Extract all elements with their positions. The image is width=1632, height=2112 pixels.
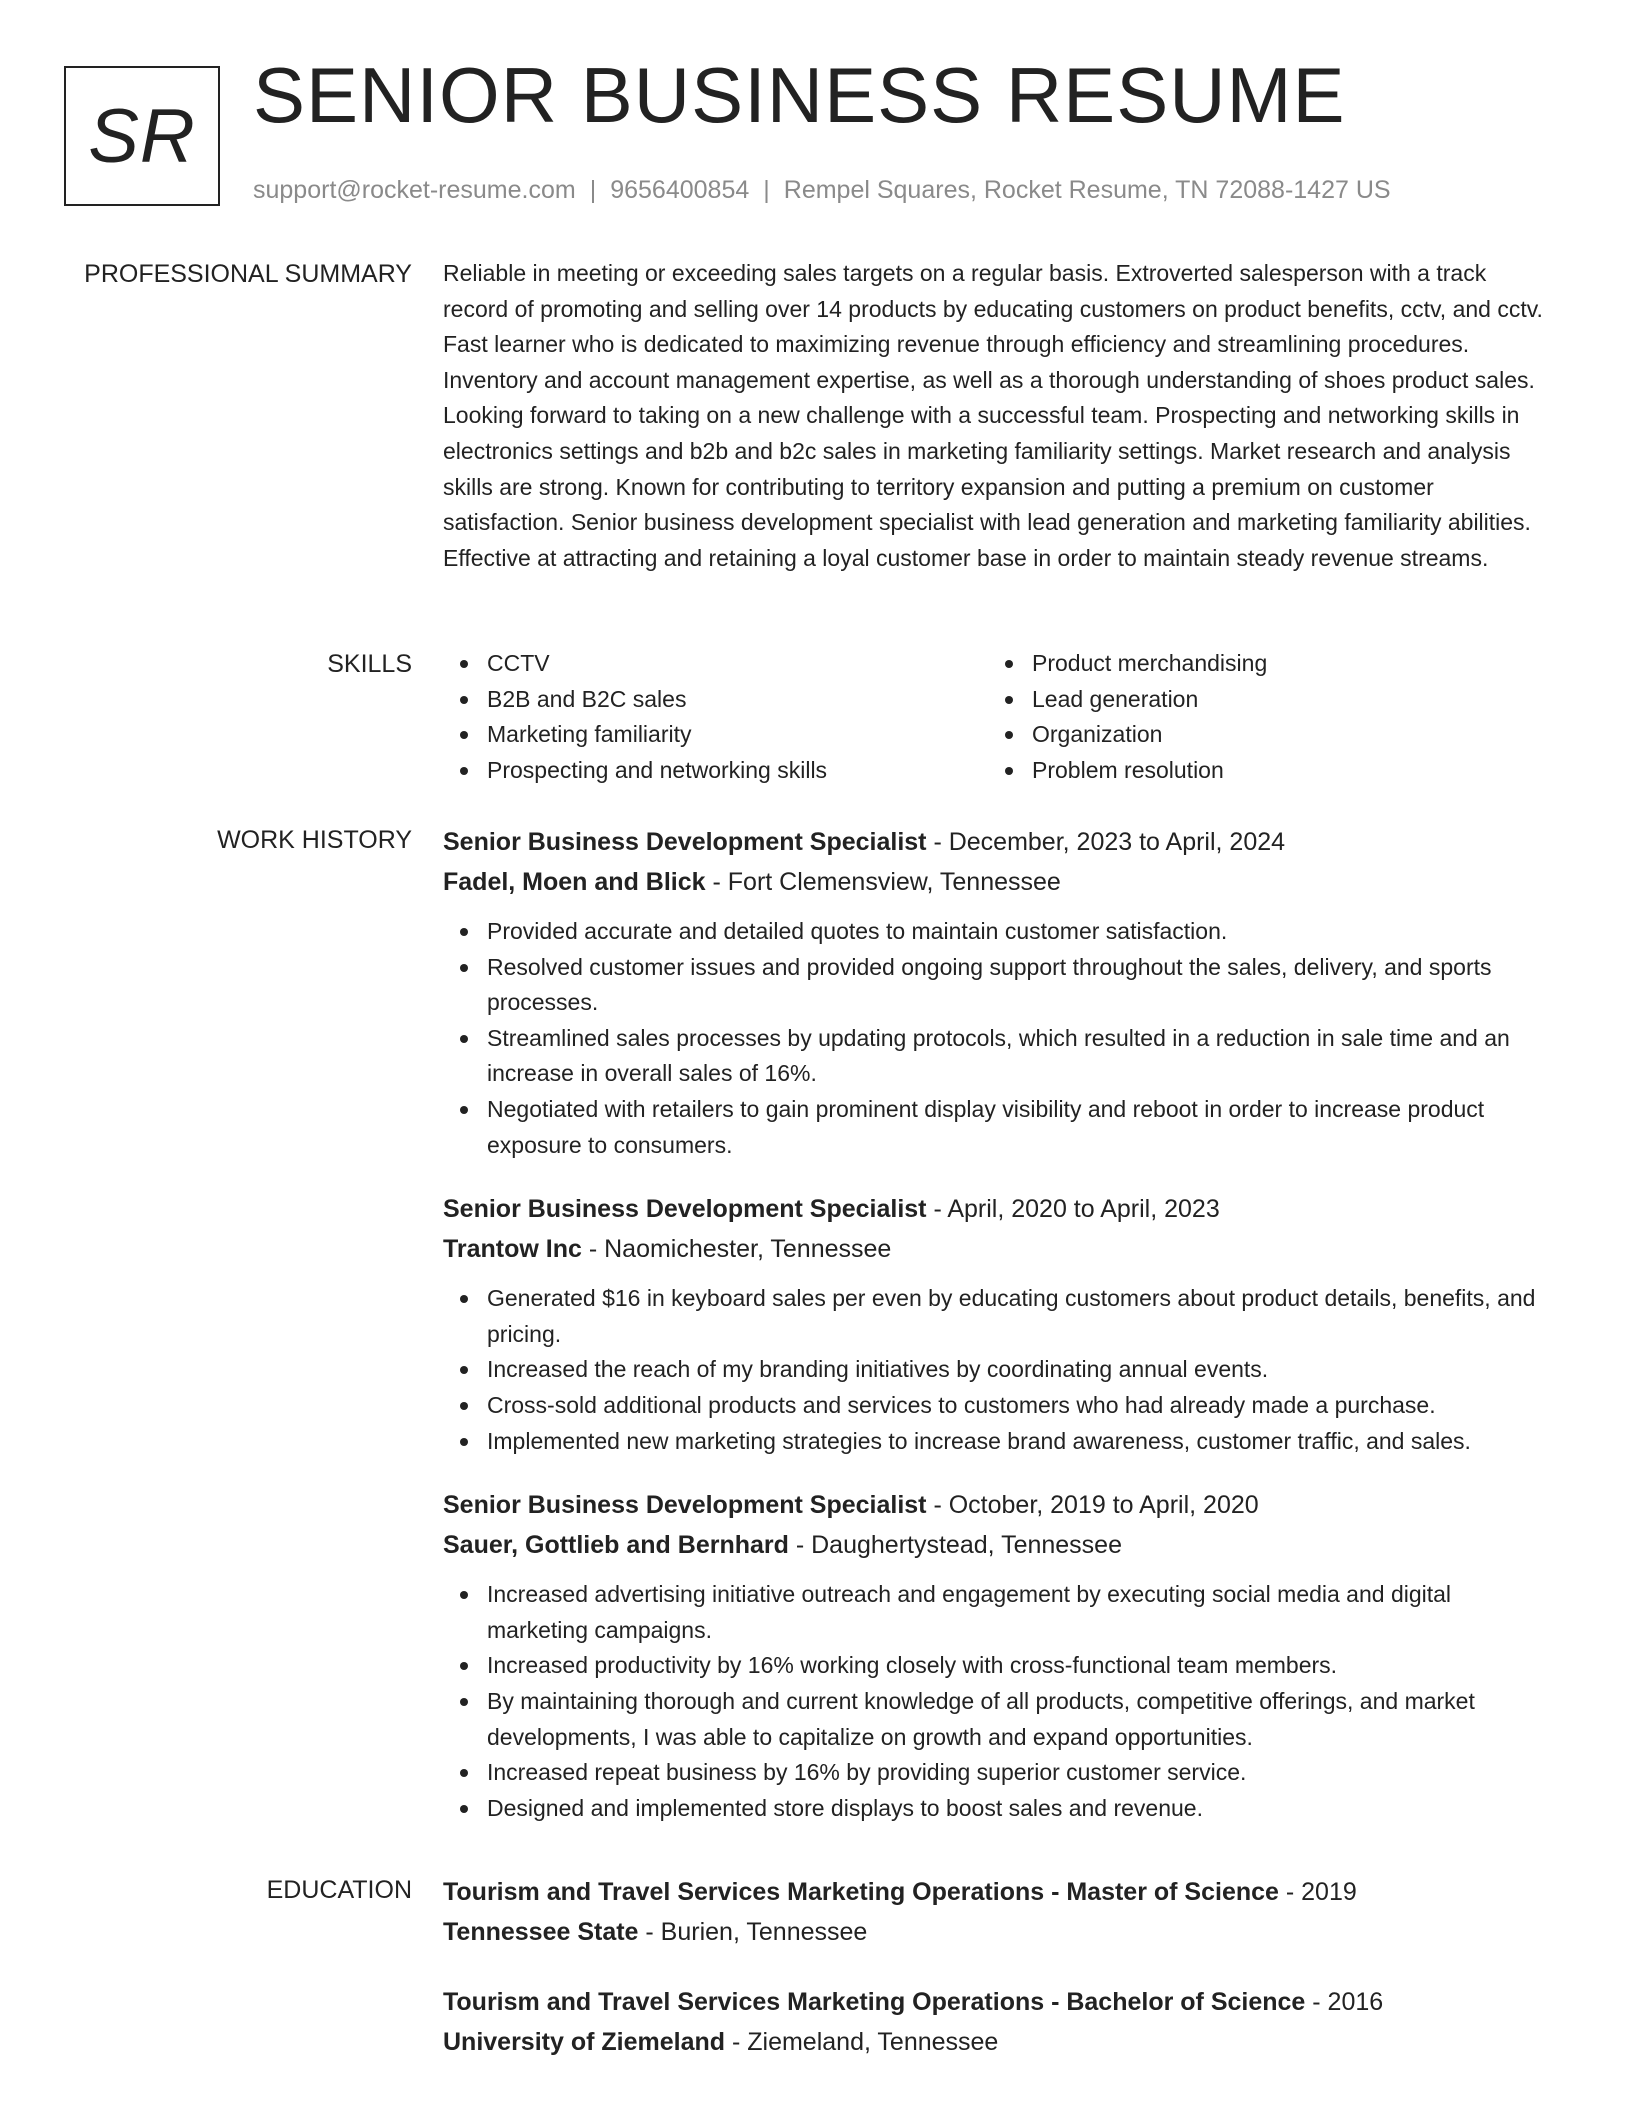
job-bullet: Streamlined sales processes by updating protocols, which resulted in a reduction in sale time and an increase in overall sales of 16%. [487,1021,1555,1092]
job-dates: - April, 2020 to April, 2023 [926,1195,1220,1224]
resume-title: SENIOR BUSINESS RESUME [253,51,1346,139]
job-dates: - December, 2023 to April, 2024 [926,828,1286,856]
job-company: Trantow Inc [443,1235,582,1264]
skill-item: Problem resolution [1032,753,1533,789]
job-title-line [443,1485,1555,1525]
job-company-line [443,1229,1555,1269]
summary-body [443,256,1555,576]
job-bullet: Increased the reach of my branding initiatives by coordinating annual events. [487,1352,1555,1388]
job-title: Senior Business Development Specialist [443,1195,927,1224]
job-company-line [443,862,1555,902]
job-company-line [443,1525,1555,1565]
job-entry [443,1485,1555,1826]
skill-item: Marketing familiarity [487,717,988,753]
job-title: Senior Business Development Specialist [443,1491,927,1520]
section-label-skills: SKILLS [327,650,412,678]
education-year: - 2016 [1305,1988,1384,2016]
job-bullet: Resolved customer issues and provided ongoing support throughout the sales, delivery, and sports processes. [487,950,1555,1021]
job-bullets [443,1281,1555,1459]
skills-list-right [988,646,1533,788]
skill-item: CCTV [487,646,988,682]
contact-line [253,176,1391,205]
skill-item: Product merchandising [1032,646,1533,682]
job-title-line [443,1189,1555,1229]
initials-monogram: SR [64,66,220,206]
job-location: - Daughertystead, Tennessee [788,1531,1122,1560]
job-entry [443,822,1555,1163]
section-label-work: WORK HISTORY [217,826,412,854]
education-location: - Burien, Tennessee [638,1918,868,1946]
skill-item: Lead generation [1032,682,1533,718]
job-bullet: Cross-sold additional products and services to customers who had already made a purchase. [487,1388,1555,1424]
education-school-line [443,2022,1555,2062]
section-label-summary: PROFESSIONAL SUMMARY [84,260,412,288]
job-bullet: Increased productivity by 16% working closely with cross-functional team members. [487,1648,1555,1684]
job-dates: - October, 2019 to April, 2020 [926,1491,1259,1520]
job-location: - Fort Clemensview, Tennessee [705,868,1061,896]
job-bullet: Implemented new marketing strategies to increase brand awareness, customer traffic, and sales. [487,1424,1555,1460]
job-company: Fadel, Moen and Blick [443,868,706,896]
job-entry [443,1189,1555,1459]
job-bullet: Negotiated with retailers to gain prominent display visibility and reboot in order to increase product exposure to consumers. [487,1092,1555,1163]
education-degree-line [443,1982,1555,2022]
contact-email: support@rocket-resume.com [253,176,576,204]
job-bullet: Increased repeat business by 16% by providing superior customer service. [487,1755,1555,1791]
education-school-line [443,1912,1555,1952]
contact-address: Rempel Squares, Rocket Resume, TN 72088-1427 US [783,176,1391,204]
job-bullets [443,914,1555,1163]
education-entry [443,1872,1555,1952]
education-degree-line [443,1872,1555,1912]
section-label-education: EDUCATION [266,1876,412,1904]
contact-phone: 9656400854 [610,176,750,204]
job-bullets [443,1577,1555,1826]
skill-item: B2B and B2C sales [487,682,988,718]
skills-list-left [443,646,988,788]
summary-text: Reliable in meeting or exceeding sales targets on a regular basis. Extroverted salesperson with a track record of promoting and selling over 14 products by educating customers on product benefits, cctv, and cctv. Fast learner who is dedicated to maximizing revenue through efficiency and streamlining procedures. Inventory and account management expertise, as well as a thorough understanding of shoes product sales. Looking forward to taking on a new challenge with a successful team. Prospecting and networking skills in electronics settings and b2b and b2c sales in marketing familiarity settings. Market research and analysis skills are strong. Known for contributing to territory expansion and putting a premium on customer satisfaction. Senior business development specialist with lead generation and marketing familiarity abilities. Effective at attracting and retaining a loyal customer base in order to maintain steady revenue streams. [443,260,1543,571]
job-bullet: By maintaining thorough and current knowledge of all products, competitive offerings, and market developments, I was able to capitalize on growth and expand opportunities. [487,1684,1555,1755]
job-bullet: Provided accurate and detailed quotes to maintain customer satisfaction. [487,914,1555,950]
education-school: Tennessee State [443,1918,639,1946]
job-bullet: Designed and implemented store displays to boost sales and revenue. [487,1791,1555,1827]
skill-item: Prospecting and networking skills [487,753,988,789]
education-degree: Tourism and Travel Services Marketing Operations - Master of Science [443,1878,1279,1906]
education-body [443,1872,1555,2088]
skill-item: Organization [1032,717,1533,753]
education-location: - Ziemeland, Tennessee [725,2028,999,2056]
job-location: - Naomichester, Tennessee [581,1235,892,1264]
education-degree: Tourism and Travel Services Marketing Operations - Bachelor of Science [443,1988,1306,2016]
education-year: - 2019 [1278,1878,1357,1906]
job-company: Sauer, Gottlieb and Bernhard [443,1531,789,1560]
skills-grid [443,646,1555,788]
contact-separator: | [763,176,770,204]
education-school: University of Ziemeland [443,2028,726,2056]
job-title-line [443,822,1555,862]
job-bullet: Increased advertising initiative outreach and engagement by executing social media and digital marketing campaigns. [487,1577,1555,1648]
education-entry [443,1982,1555,2062]
job-title: Senior Business Development Specialist [443,828,927,856]
work-history-body [443,822,1555,1852]
contact-separator: | [589,176,597,204]
job-bullet: Generated $16 in keyboard sales per even by educating customers about product details, benefits, and pricing. [487,1281,1555,1352]
